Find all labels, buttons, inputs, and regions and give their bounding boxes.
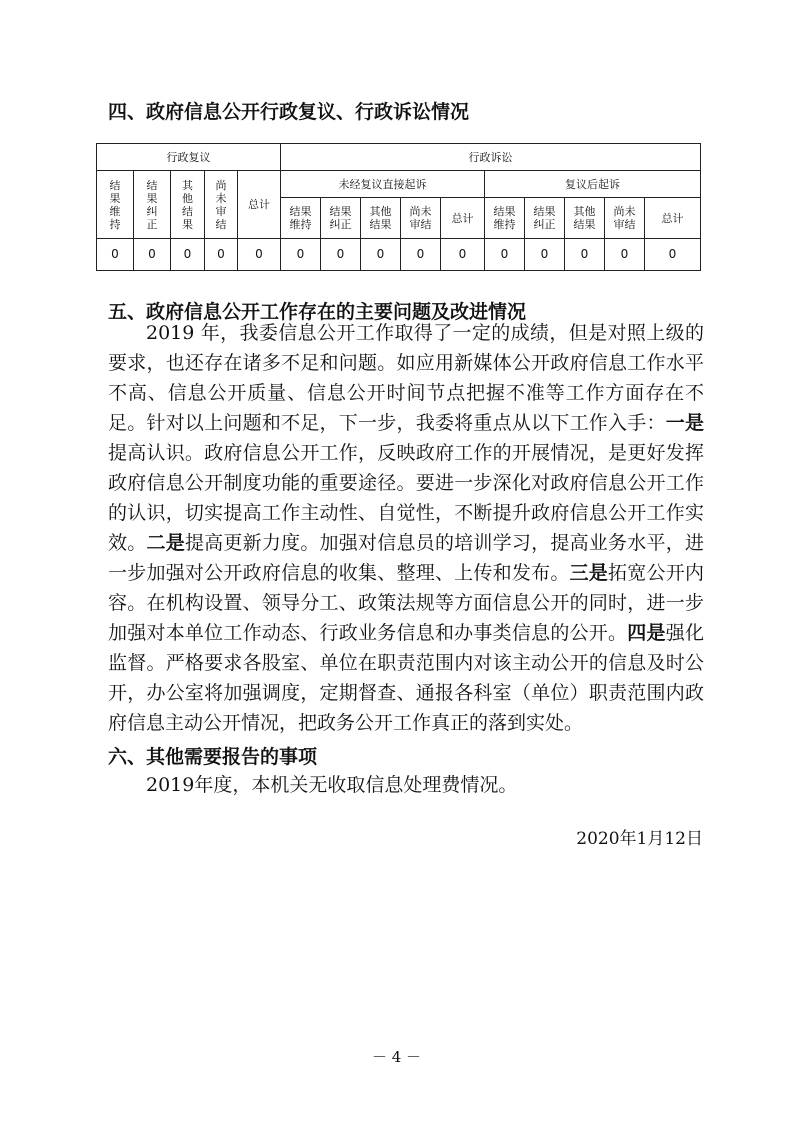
review-col-header: 总计 <box>238 171 281 239</box>
document-date: 2020年1月12日 <box>576 829 703 849</box>
section-5-title: 五、政府信息公开工作存在的主要问题及改进情况 <box>108 301 527 323</box>
keyword-fourth: 四是 <box>627 622 666 644</box>
suit-col-header: 结果纠正 <box>321 198 361 239</box>
suit-col-header: 尚未审结 <box>401 198 441 239</box>
section-6-paragraph: 2019年度，本机关无收取信息处理费情况。 <box>146 774 518 796</box>
suit-col-header: 其他结果 <box>565 198 605 239</box>
table-cell: 0 <box>605 239 645 271</box>
table-cell: 0 <box>281 239 321 271</box>
after-review-suit-header: 复议后起诉 <box>485 171 701 198</box>
table-cell: 0 <box>171 239 205 271</box>
keyword-third: 三是 <box>569 562 609 584</box>
table-cell: 0 <box>205 239 238 271</box>
table-cell: 0 <box>485 239 525 271</box>
review-col-header: 结果纠正 <box>134 171 171 239</box>
table-cell: 0 <box>401 239 441 271</box>
suit-col-header: 结果维持 <box>281 198 321 239</box>
suit-col-header: 尚未审结 <box>605 198 645 239</box>
suit-col-header: 结果纠正 <box>525 198 565 239</box>
admin-review-header: 行政复议 <box>97 144 281 171</box>
table-cell: 0 <box>525 239 565 271</box>
section-6-title: 六、其他需要报告的事项 <box>108 746 318 768</box>
table-cell: 0 <box>645 239 701 271</box>
section-4-title: 四、政府信息公开行政复议、行政诉讼情况 <box>108 101 470 123</box>
table-cell: 0 <box>361 239 401 271</box>
table-cell: 0 <box>565 239 605 271</box>
review-col-header: 结果维持 <box>97 171 134 239</box>
suit-col-header: 其他结果 <box>361 198 401 239</box>
table-cell: 0 <box>238 239 281 271</box>
section-5-paragraph: 2019 年，我委信息公开工作取得了一定的成绩，但是对照上级的要求，也还存在诸多不足和问题。如应用新媒体公开政府信息工作水平不高、信息公开质量、信息公开时间节点把握不准等工作方面存在不足。针对以上问题和不足，下一步，我委将重点从以下工作入手：一是提高认识。政府信息公开工作，反映政府工作的开展情况，是更好发挥政府信息公开制度功能的重要途径。要进一步深化对政府信息公开工作的认识，切实提高工作主动性、自觉性，不断提升政府信息公开工作实效。二是提高更新力度。加强对信息员的培训学习，提高业务水平，进一步加强对公开政府信息的收集、整理、上传和发布。三是拓宽公开内容。在机构设置、领导分工、政策法规等方面信息公开的同时，进一步加强对本单位工作动态、行政业务信息和办事类信息的公开。四是强化监督。严格要求各股室、单位在职责范围内对该主动公开的信息及时公开，办公室将加强调度，定期督查、通报各科室（单位）职责范围内政府信息主动公开情况，把政务公开工作真正的落到实处。 <box>108 322 704 734</box>
page-number: － 4 － <box>371 1048 422 1066</box>
keyword-second: 二是 <box>146 532 185 554</box>
suit-col-header: 总计 <box>645 198 701 239</box>
suit-col-header: 总计 <box>441 198 485 239</box>
suit-col-header: 结果维持 <box>485 198 525 239</box>
admin-litigation-header: 行政诉讼 <box>281 144 701 171</box>
table-cell: 0 <box>321 239 361 271</box>
table-cell: 0 <box>134 239 171 271</box>
admin-review-litigation-table <box>96 143 701 271</box>
table-cell: 0 <box>97 239 134 271</box>
review-col-header: 其他结果 <box>171 171 205 239</box>
table-cell: 0 <box>441 239 485 271</box>
direct-suit-header: 未经复议直接起诉 <box>281 171 485 198</box>
review-col-header: 尚未审结 <box>205 171 238 239</box>
keyword-first: 一是 <box>665 412 704 434</box>
